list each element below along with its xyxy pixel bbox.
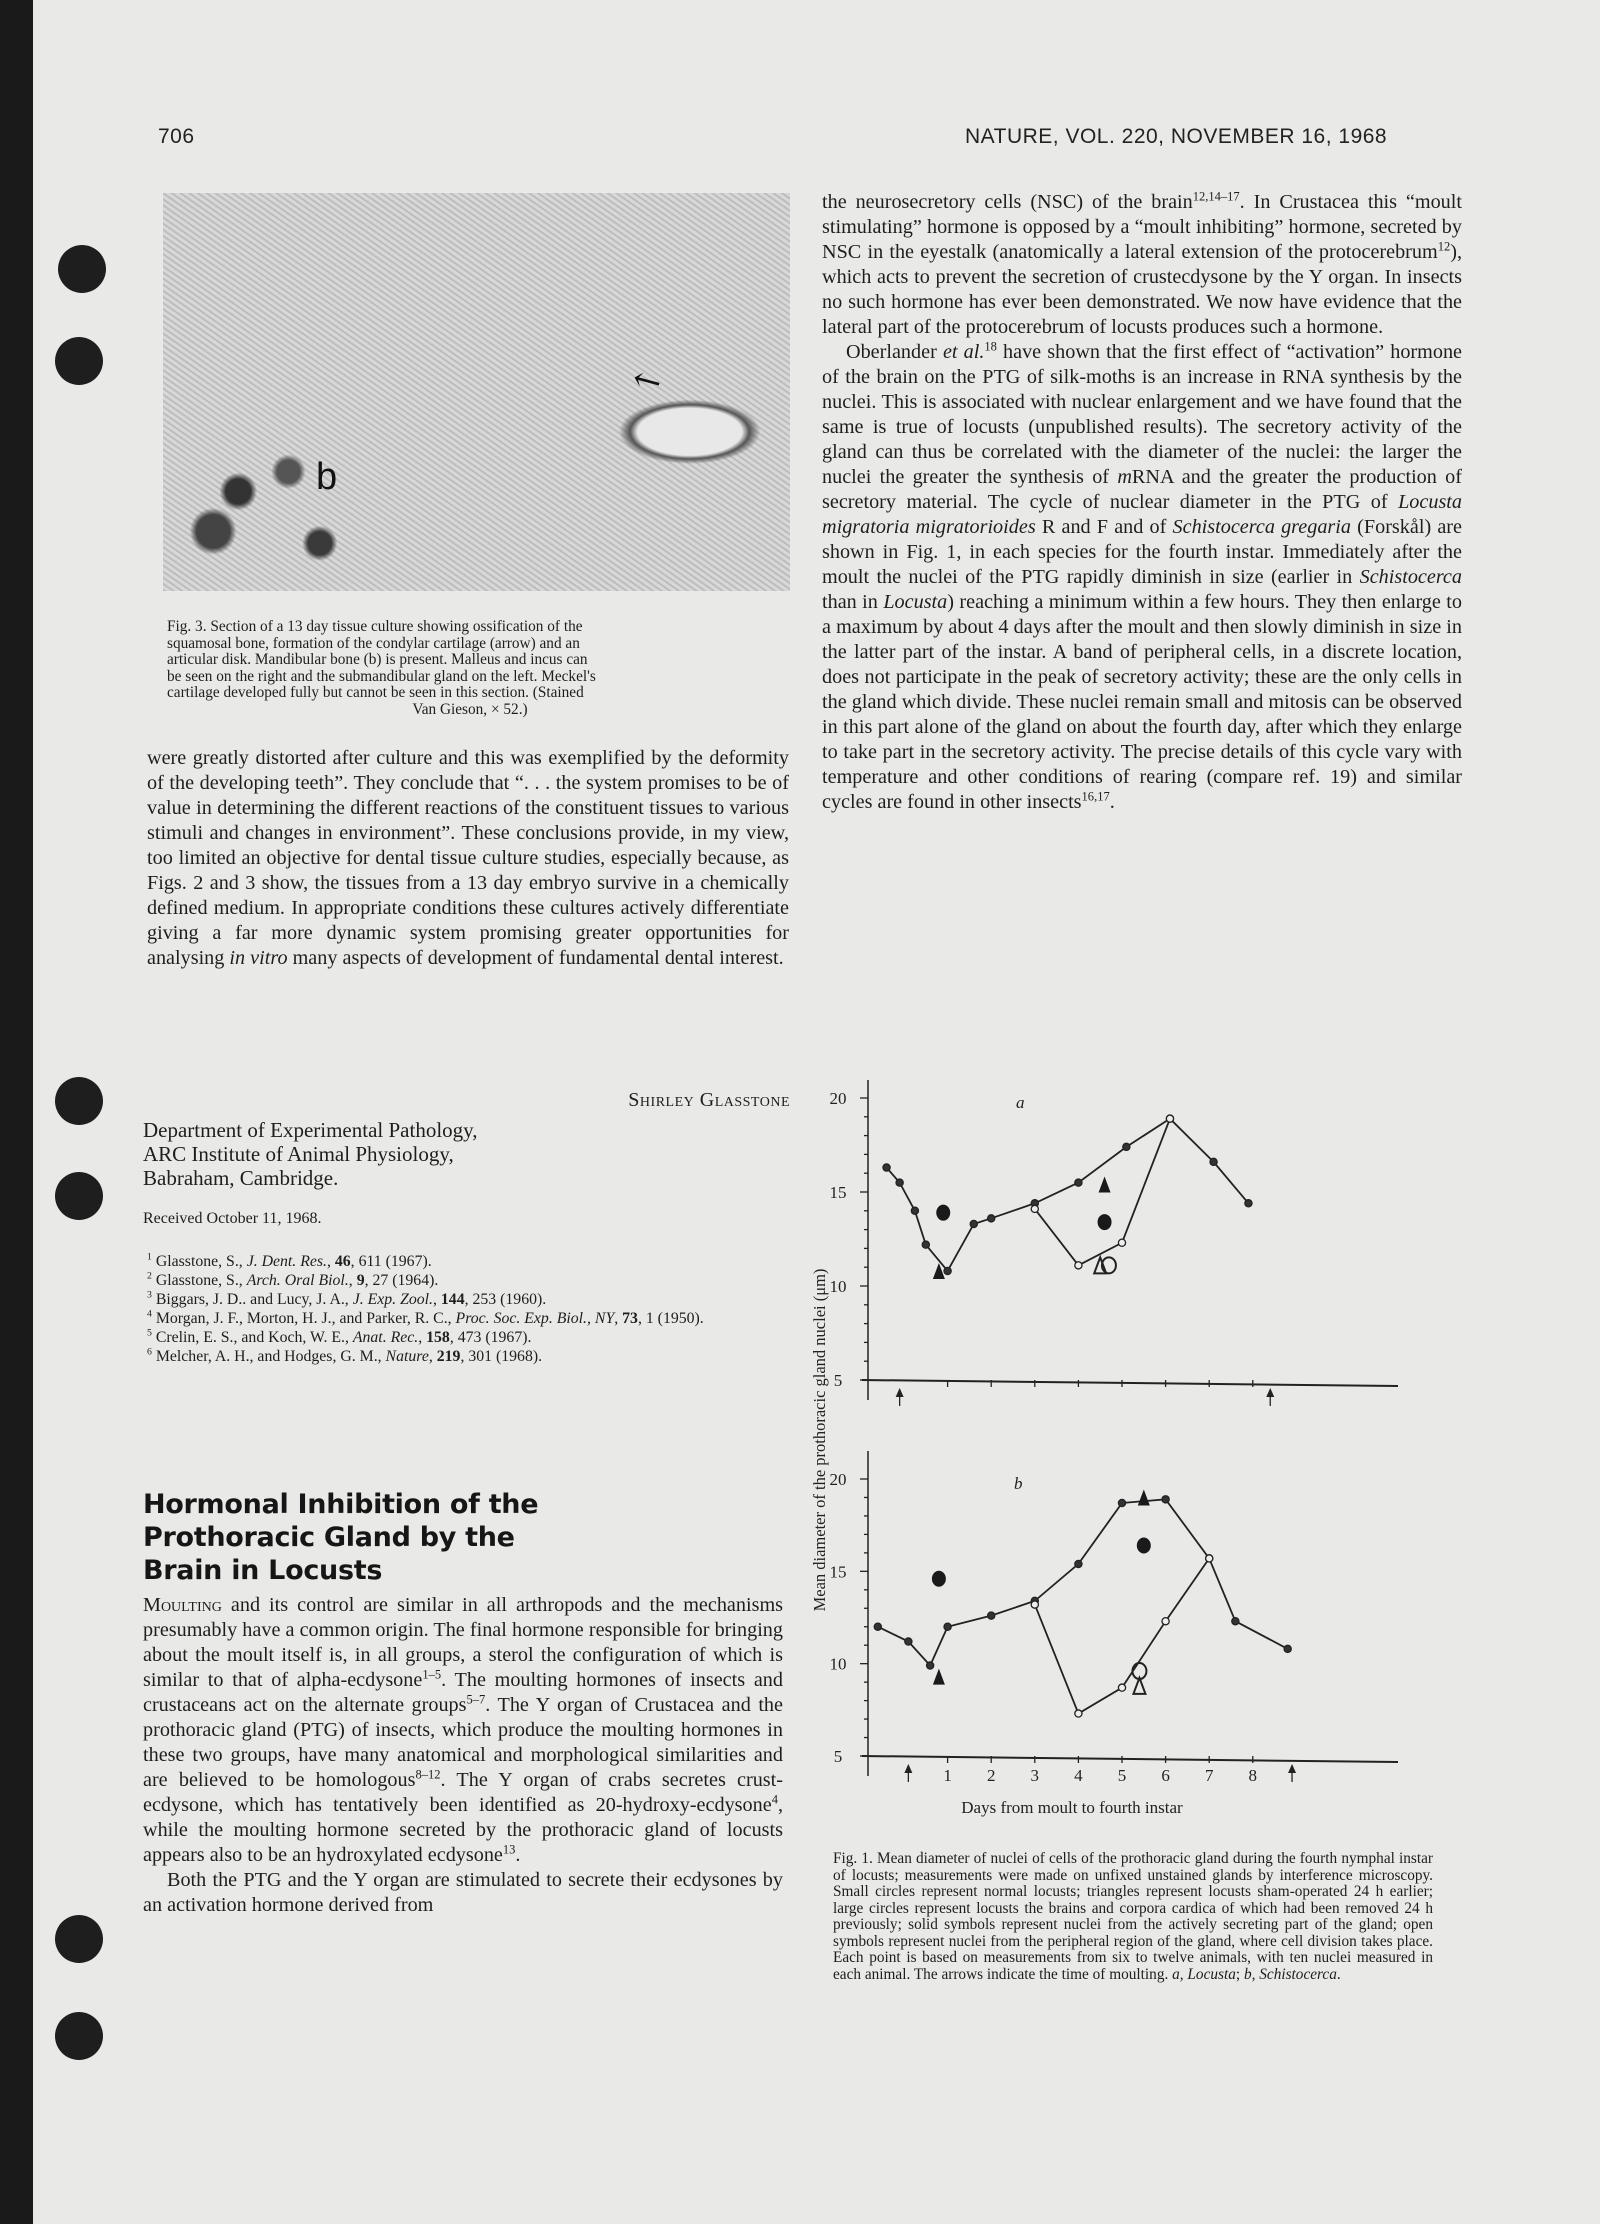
- binder-hole-icon: [55, 2012, 103, 2060]
- figure-3-caption: [167, 619, 773, 718]
- svg-text:20: 20: [829, 1470, 847, 1489]
- reference-item: $^5$ Crelin, E. S., and Koch, W. E., Anat. Rec., 158, 473 (1967).: [147, 1327, 532, 1346]
- affiliation-line: ARC Institute of Animal Physiology,: [143, 1142, 454, 1166]
- paragraph: Moulting and its control are similar in all arthropods and the mechanisms presumably have a common origin. The final hormone responsible for bringing about the moult itself is, in all groups, a sterol the configuration of which is similar to that of alpha-ecdysone$^{1-5}$. The moulting hormones of insects and crustaceans act on the alternate groups$^{5-7}$. The Y organ of Crustacea and the prothoracic gland (PTG) of insects, which produce the moulting hormones in these two groups, have many anatomical and morphological similarities and are believed to be homologous$^{8-12}$. The Y organ of crabs secretes crust-ecdysone, which has tentatively been identified as 20-hydroxy-ecdysone$^4$, while the moulting hormone secreted by the prothoracic gland of locusts appears also to be an hydroxylated ecdysone$^{13}$.: [143, 1594, 783, 1866]
- svg-text:a: a: [1016, 1093, 1025, 1112]
- title-line: Brain in Locusts: [143, 1555, 383, 1586]
- svg-text:15: 15: [829, 1183, 847, 1202]
- svg-text:20: 20: [829, 1089, 847, 1108]
- svg-text:2: 2: [986, 1766, 996, 1785]
- affiliation: [143, 1118, 478, 1190]
- svg-text:1: 1: [943, 1766, 952, 1785]
- paragraph: Both the PTG and the Y organ are stimulated to secrete their ecdysones by an activation hormone derived from: [143, 1869, 783, 1916]
- article-title: [143, 1488, 538, 1587]
- article-body-left: [143, 1593, 783, 1918]
- arrow-icon: ↖: [624, 356, 670, 406]
- figure-3-micrograph: [163, 193, 790, 591]
- journal-running-head: NATURE, VOL. 220, NOVEMBER 16, 1968: [965, 125, 1388, 148]
- svg-text:Mean diameter of the prothorac: Mean diameter of the prothoracic gland nuclei (μm): [810, 1268, 829, 1612]
- left-article-body: [147, 746, 789, 971]
- reference-item: $^3$ Biggars, J. D.. and Lucy, J. A., J. Exp. Zool., 144, 253 (1960).: [147, 1289, 547, 1308]
- svg-text:4: 4: [1074, 1766, 1083, 1785]
- caption-line: squamosal bone, formation of the condylar cartilage (arrow) and an: [167, 634, 580, 652]
- svg-text:10: 10: [829, 1654, 847, 1674]
- svg-text:7: 7: [1204, 1766, 1214, 1785]
- caption-line: Van Gieson, × 52.): [412, 700, 528, 718]
- figure-label-b: b: [316, 456, 338, 498]
- svg-text:5: 5: [833, 1747, 843, 1766]
- svg-text:3: 3: [1030, 1766, 1040, 1785]
- affiliation-line: Department of Experimental Pathology,: [143, 1118, 478, 1142]
- binder-hole-icon: [55, 337, 103, 385]
- author-name: Shirley Glasstone: [628, 1089, 790, 1111]
- svg-text:6: 6: [1161, 1766, 1170, 1785]
- svg-text:15: 15: [829, 1562, 847, 1582]
- svg-text:5: 5: [1117, 1766, 1127, 1785]
- paragraph: were greatly distorted after culture and this was exemplified by the deformity of the developing teeth”. They conclude that “. . . the system promises to be of value in determining the different reactions of the constituent tissues to various stimuli and changes in environment”. These conclusions provide, in my view, too limited an objective for dental tissue culture studies, especially because, as Figs. 2 and 3 show, the tissues from a 13 day embryo survive in a chemically defined medium. In appropriate conditions these cultures actively differentiate giving a far more dynamic system promising greater opportunities for analysing in vitro many aspects of development of fundamental dental interest.: [147, 747, 789, 969]
- received-date: Received October 11, 1968.: [143, 1210, 322, 1227]
- reference-item: $^2$ Glasstone, S., Arch. Oral Biol., 9, 27 (1964).: [147, 1270, 439, 1289]
- reference-item: $^4$ Morgan, J. F., Morton, H. J., and Parker, R. C., Proc. Soc. Exp. Biol., NY, 73, 1 (1950).: [147, 1308, 704, 1327]
- svg-text:5: 5: [833, 1371, 843, 1390]
- figure-1-chart: [800, 1080, 1460, 1840]
- caption-line: be seen on the right and the submandibular gland on the left. Meckel's: [167, 667, 596, 685]
- svg-text:b: b: [1014, 1474, 1023, 1493]
- svg-text:Days from moult to fourth inst: Days from moult to fourth instar: [961, 1798, 1183, 1817]
- title-line: Hormonal Inhibition of the: [143, 1489, 539, 1520]
- figure-1-caption: Fig. 1. Mean diameter of nuclei of cells of the prothoracic gland during the fourth nymphal instar of locusts; measurements were made on unfixed unstained glands by interference microscopy. Small circles represent normal locusts; triangles represent locusts sham-operated 24 h earlier; large circles represent locusts the brains and corpora cardica of which had been removed 24 h previously; solid symbols represent nuclei from the actively secreting part of the gland; open symbols represent nuclei from the peripheral region of the gland, where cell division takes place. Each point is based on measurements from six to twelve animals, with ten nuclei measured in each animal. The arrows indicate the time of moulting. a, Locusta; b, Schistocerca.: [833, 1850, 1433, 1983]
- reference-item: $^6$ Melcher, A. H., and Hodges, G. M., Nature, 219, 301 (1968).: [147, 1346, 543, 1365]
- page-number: 706: [158, 125, 195, 148]
- svg-text:8: 8: [1248, 1766, 1258, 1785]
- paragraph: Oberlander et al.$^{18}$ have shown that the first effect of “activation” hormone of the brain on the PTG of silk-moths is an increase in RNA synthesis by the nuclei. This is associated with nuclear enlargement and we have found that the same is true of locusts (unpublished results). The secretory activity of the gland can thus be correlated with the diameter of the nuclei: the larger the nuclei the greater the synthesis of mRNA and the greater the production of secretory material. The cycle of nuclear diameter in the PTG of Locusta migratoria migratorioides R and F and of Schistocerca gregaria (Forskål) are shown in Fig. 1, in each species for the fourth instar. Immediately after the moult the nuclei of the PTG rapidly diminish in size (earlier in Schistocerca than in Locusta) reaching a minimum within a few hours. They then enlarge to a maximum by about 4 days after the moult and then slowly diminish in size in the latter part of the instar. A band of peripheral cells, in a discrete location, does not participate in the peak of secretory activity; these are the only cells in the gland which divide. These nuclei remain small and mitosis can be observed in this part alone of the gland on about the fourth day, after which they enlarge to take part in the secretory activity. The precise details of this cycle vary with temperature and other conditions of rearing (compare ref. 19) and similar cycles are found in other insects$^{16,17}$.: [822, 339, 1462, 813]
- svg-text:10: 10: [829, 1277, 847, 1296]
- caption-line: cartilage developed fully but cannot be seen in this section. (Stained: [167, 684, 584, 701]
- binder-hole-icon: [55, 1172, 103, 1220]
- reference-list: [143, 1252, 798, 1366]
- binder-hole-icon: [58, 245, 106, 293]
- binder-hole-icon: [55, 1915, 103, 1963]
- paragraph: the neurosecretory cells (NSC) of the brain$^{12,14-17}$. In Crustacea this “moult stimulating” hormone is opposed by a “moult inhibiting” hormone, secreted by NSC in the eyestalk (anatomically a lateral extension of the protocerebrum$^{12}$), which acts to prevent the secretion of crustecdysone by the Y organ. In insects no such hormone has ever been demonstrated. We now have evidence that the lateral part of the protocerebrum of locusts produces such a hormone.: [822, 189, 1462, 338]
- reference-item: $^1$ Glasstone, S., J. Dent. Res., 46, 611 (1967).: [147, 1251, 432, 1270]
- title-line: Prothoracic Gland by the: [143, 1522, 515, 1553]
- caption-line: Fig. 3. Section of a 13 day tissue culture showing ossification of the: [167, 618, 583, 635]
- binder-hole-icon: [55, 1077, 103, 1125]
- article-body-right: [822, 190, 1462, 815]
- caption-line: articular disk. Mandibular bone (b) is present. Malleus and incus can: [167, 651, 588, 668]
- affiliation-line: Babraham, Cambridge.: [143, 1166, 339, 1190]
